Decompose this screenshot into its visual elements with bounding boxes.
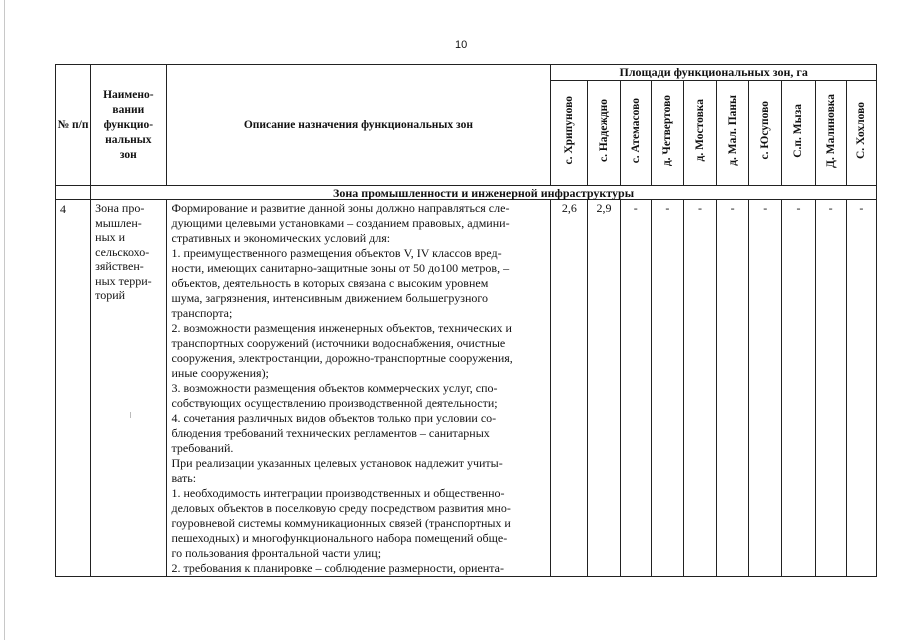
description-line: ности, имеющих санитарно-защитные зоны от 50 до100 метров, – <box>171 261 510 275</box>
description-line: гоуровневой системы коммуникационных связей (транспортных и <box>171 516 511 530</box>
description-line: сооружения, электростанции, дорожно-транспортные сооружения, <box>171 351 513 365</box>
section-title: Зона промышленности и инженерной инфраструктуры <box>91 186 877 200</box>
header-zone-name <box>91 65 166 186</box>
zone-name-line: ных и <box>95 230 126 244</box>
description-line: иные сооружения); <box>171 366 269 380</box>
area-value: - <box>620 200 651 577</box>
header-name-line: зон <box>119 148 137 161</box>
zone-name-line: сельскохо- <box>95 244 150 259</box>
area-value: - <box>846 200 876 577</box>
description-line: транспорта; <box>171 306 233 320</box>
description-line: требований. <box>171 441 234 455</box>
zone-name <box>91 200 166 577</box>
section-empty-cell <box>56 186 91 200</box>
table-row <box>56 200 877 577</box>
zone-name-line: зяйствен- <box>95 259 144 273</box>
header-settlement: с. Юсупово <box>749 81 782 186</box>
zone-name-line: торий <box>95 288 126 302</box>
description-line: 1. преимущественного размещения объектов V, IV классов вред- <box>171 246 502 260</box>
description-line: стративных и экономических условий для: <box>171 231 391 245</box>
description-line: пешеходных) и многофункционального набора помещений обще- <box>171 531 508 545</box>
header-settlement: д. Четвертово <box>651 81 683 186</box>
header-name-line: функцио- <box>103 118 154 131</box>
header-settlement: С.п. Мыза <box>782 81 815 186</box>
description-line: 3. возможности размещения объектов коммерческих услуг, спо- <box>171 381 498 395</box>
header-settlement: д. Мостовка <box>683 81 716 186</box>
zone-description <box>166 200 551 577</box>
header-description: Описание назначения функциональных зон <box>166 65 551 186</box>
zone-name-line: Зона про- <box>95 201 145 215</box>
area-value: 2,9 <box>588 200 620 577</box>
description-line: Формирование и развитие данной зоны должно направляться сле- <box>171 201 510 215</box>
page-edge-line <box>4 0 5 640</box>
area-value: - <box>749 200 782 577</box>
header-settlement: с. Хрипуново <box>551 81 588 186</box>
description-line: объектов, деятельность в которых связана с высоким уровнем <box>171 276 489 290</box>
functional-zones-table <box>55 64 877 577</box>
description-line: При реализации указанных целевых установок надлежит учиты- <box>171 456 503 470</box>
area-value: - <box>683 200 716 577</box>
header-num: № п/п <box>56 65 91 186</box>
description-line: 4. сочетания различных видов объектов только при условии со- <box>171 411 497 425</box>
description-line: вать: <box>171 471 197 485</box>
description-line: 2. требования к планировке – соблюдение размерности, ориента- <box>171 561 504 575</box>
description-line: 2. возможности размещения инженерных объектов, технических и <box>171 321 512 335</box>
description-line: собствующих осуществлению производственной деятельности; <box>171 396 498 410</box>
area-value: 2,6 <box>551 200 588 577</box>
description-line: блюдения требований технических регламентов – санитарных <box>171 426 490 440</box>
zone-name-line: мышлен- <box>95 215 142 230</box>
page-number: 10 <box>455 39 468 51</box>
header-settlement: С. Хохлово <box>846 81 876 186</box>
description-line: транспортных сооружений (источники водоснабжения, очистные <box>171 336 506 350</box>
zone-name-line: ных терри- <box>95 273 152 288</box>
description-line: 1. необходимость интеграции производственных и общественно- <box>171 486 505 500</box>
row-number: 4 <box>56 200 91 577</box>
header-name-line: Наимено- <box>103 88 154 101</box>
header-settlement: д. Мал. Паны <box>717 81 749 186</box>
description-line: го пользования фронтальной части улиц; <box>171 546 382 560</box>
area-value: - <box>717 200 749 577</box>
header-areas-group: Площади функциональных зон, га <box>551 65 877 81</box>
section-row <box>56 186 877 200</box>
header-name-line: вании <box>112 103 145 116</box>
header-settlement: с. Атемасово <box>620 81 651 186</box>
header-name-line: нальных <box>105 133 152 146</box>
area-value: - <box>782 200 815 577</box>
header-settlement: Д. Малиновка <box>815 81 846 186</box>
area-value: - <box>815 200 846 577</box>
description-line: шума, загрязнения, интенсивным движением большегрузного <box>171 291 489 305</box>
area-value: - <box>651 200 683 577</box>
description-line: деловых объектов в поселковую среду посредством развития мно- <box>171 501 511 515</box>
header-settlement: с. Надеждно <box>588 81 620 186</box>
description-line: дующими целевыми установками – созданием правовых, админи- <box>171 216 510 230</box>
